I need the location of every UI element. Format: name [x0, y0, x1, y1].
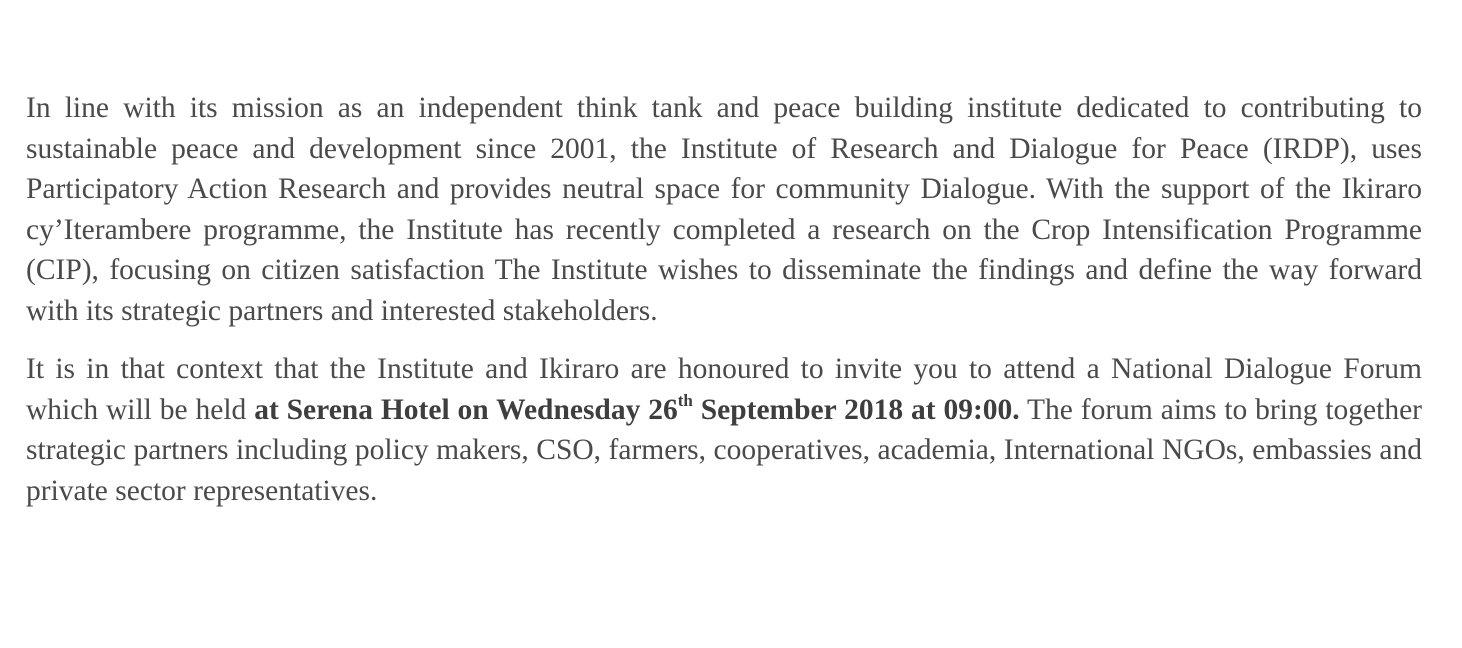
event-venue-date	[254, 390, 1020, 426]
paragraph-2-rest: The forum aims to bring together strategic partners including policy makers, CSO, farmers, cooperatives, academia, International NGOs, embassies and private sector representatives.	[26, 393, 1422, 507]
paragraph-1-text: In line with its mission as an independent think tank and peace building institute dedicated to contributing to sustainable peace and development since 2001, the Institute of Research and Dialogue for Peace (IRDP), uses Participatory Action Research and provides neutral space for community Dialogue. With the support of the Ikiraro cy’Iterambere programme, the Institute has recently completed a research on the Crop Intensification Programme (CIP), focusing on citizen satisfaction The Institute wishes to disseminate the findings and define the way forward with its strategic partners and interested stakeholders.	[26, 92, 1422, 327]
paragraph-mission-and-research	[26, 88, 1422, 331]
event-month-year-time: September 2018 at 09:00.	[692, 393, 1020, 426]
paragraph-2-intro: It is in that context that the Institute and Ikiraro are honoured to invite you to attend a National Dialogue Forum which will be held	[26, 353, 1422, 426]
event-venue-day: at Serena Hotel on Wednesday 26	[254, 393, 678, 426]
date-ordinal-suffix: th	[677, 390, 693, 410]
paragraph-forum-invitation	[26, 349, 1422, 511]
invitation-letter-body	[26, 88, 1422, 511]
